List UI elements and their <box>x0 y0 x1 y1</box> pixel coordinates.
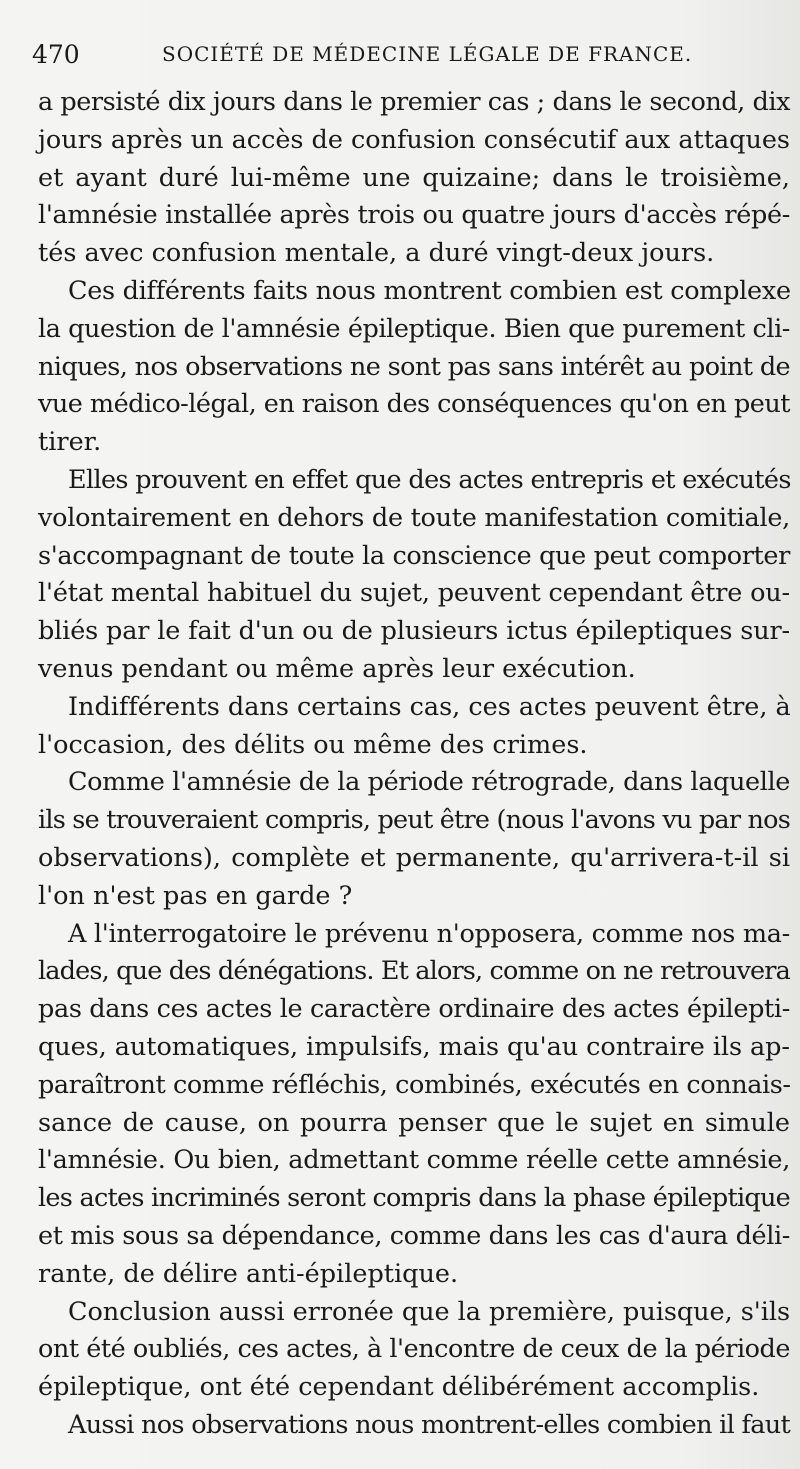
text-line: Elles prouvent en effet que des actes entrepris et exécutés <box>68 464 791 495</box>
body-text <box>38 84 790 1445</box>
text-line: Comme l'amnésie de la période rétrograde, dans laquelle <box>68 767 791 798</box>
text-line: l'occasion, des délits ou même des crimes. <box>38 729 588 760</box>
text-line: paraîtront comme réfléchis, combinés, exécutés en connais- <box>38 1069 791 1100</box>
text-line: tés avec confusion mentale, a duré vingt-deux jours. <box>38 238 715 269</box>
text-line: a persisté dix jours dans le premier cas ; dans le second, dix <box>38 87 790 117</box>
text-line: bliés par le fait d'un ou de plusieurs ictus épileptiques sur- <box>38 616 790 647</box>
text-line: vue médico-légal, en raison des conséquences qu'on en peut <box>38 389 790 420</box>
text-line: venus pendant ou même après leur exécution. <box>38 653 636 684</box>
text-line: Ces différents faits nous montrent combien est complexe <box>68 275 791 306</box>
text-line: la question de l'amnésie épileptique. Bien que purement cli- <box>38 313 790 344</box>
page-header <box>32 40 762 80</box>
text-line: s'accompagnant de toute la conscience que peut comporter <box>38 540 790 571</box>
text-line: A l'interrogatoire le prévenu n'opposera, comme nos ma- <box>68 918 790 949</box>
text-line: Aussi nos observations nous montrent-elles combien il faut <box>68 1409 790 1440</box>
text-line: lades, que des dénégations. Et alors, comme on ne retrouvera <box>38 956 790 987</box>
text-line: observations), complète et permanente, qu'arrivera-t-il si <box>38 842 790 873</box>
running-head: SOCIÉTÉ DE MÉDECINE LÉGALE DE FRANCE. <box>162 42 693 66</box>
text-line: ils se trouveraient compris, peut être (nous l'avons vu par nos <box>38 805 790 836</box>
text-line: rante, de délire anti-épileptique. <box>38 1258 459 1289</box>
text-line: épileptique, ont été cependant délibérément accomplis. <box>38 1372 760 1403</box>
text-line: volontairement en dehors de toute manifestation comitiale, <box>38 502 790 533</box>
text-line: Indifférents dans certains cas, ces actes peuvent être, à <box>68 691 791 722</box>
text-line: les actes incriminés seront compris dans la phase épileptique <box>38 1183 790 1214</box>
text-line: jours après un accès de confusion consécutif aux attaques <box>38 124 790 155</box>
text-line: l'état mental habituel du sujet, peuvent cependant être ou- <box>38 578 790 609</box>
page-number: 470 <box>32 40 80 69</box>
text-line: et mis sous sa dépendance, comme dans les cas d'aura déli- <box>38 1220 790 1251</box>
text-line: l'on n'est pas en garde ? <box>38 880 353 911</box>
text-line: niques, nos observations ne sont pas sans intérêt au point de <box>38 351 790 382</box>
text-line: ont été oubliés, ces actes, à l'encontre de ceux de la période <box>38 1334 790 1365</box>
text-line: ques, automatiques, impulsifs, mais qu'au contraire ils ap- <box>38 1031 790 1062</box>
text-line: Conclusion aussi erronée que la première, puisque, s'ils <box>68 1296 790 1327</box>
text-line: l'amnésie installée après trois ou quatre jours d'accès répé- <box>38 200 790 231</box>
text-line: pas dans ces actes le caractère ordinaire des actes épilepti- <box>38 994 790 1025</box>
text-line: l'amnésie. Ou bien, admettant comme réelle cette amnésie, <box>38 1145 791 1176</box>
text-line: tirer. <box>38 427 102 458</box>
text-line: sance de cause, on pourra penser que le sujet en simule <box>38 1107 790 1138</box>
text-line: et ayant duré lui-même une quizaine; dans le troisième, <box>38 162 790 193</box>
